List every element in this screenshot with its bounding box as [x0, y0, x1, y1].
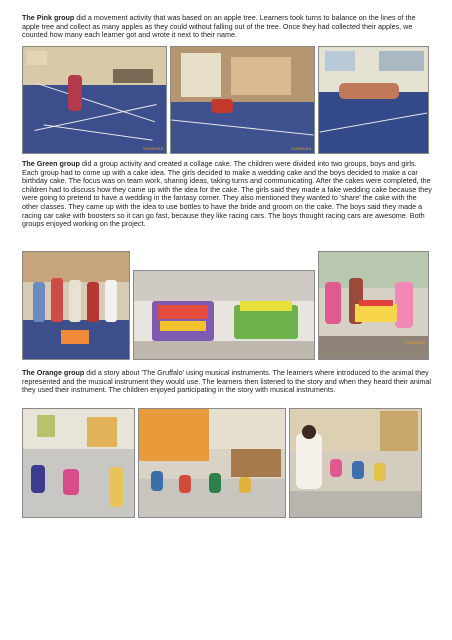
- orange-group-paragraph: [22, 369, 432, 395]
- orange-group-photo-1: [22, 408, 135, 518]
- green-group-text: did a group activity and created a collage cake. The children were divided into two groups, boys and girls. Each group had to come up with a cake idea. The girls decided to make a wedding cake and the boys decided to make a car birthday cake. The focus was on team work, sharing ideas, taking turns and communicating. After the cakes were completed, the children had to discuss how they came up with the idea for the cake. The girls said they made a fake wedding cake because they were going to pretend to have a wedding in the fantasy corner. They also mentioned they wanted to 'share' the cake with the other classes. They came up with the idea to use bottles to have the bride and groom on the cake. The boys said they made a racing car cake with boosters so it can go fast, because they like racing cars. The boys thought racing cars are awesome. Both groups enjoyed working on the project.: [22, 159, 432, 229]
- pink-group-photo-3: [318, 46, 429, 154]
- green-group-paragraph: [22, 160, 432, 229]
- pink-group-text: did a movement activity that was based on an apple tree. Learners took turns to balance on the lines of the apple tree and collect as many apples as they could without falling out of the tree. Once they had collected their apples, we counted how many each learner got and wrote it next to their name.: [22, 13, 416, 40]
- green-group-photo-3: [318, 251, 429, 360]
- pink-group-photo-1: [22, 46, 167, 154]
- pink-group-name: The Pink group: [22, 13, 75, 22]
- pink-photo-1-date: 21/05/2015: [142, 146, 163, 151]
- pink-group-photo-2: [170, 46, 315, 154]
- green-group-photo-2: [133, 270, 315, 360]
- green-group-photo-1: [22, 251, 130, 360]
- orange-group-photo-2: [138, 408, 286, 518]
- pink-photo-2-date: 21/05/2015: [290, 146, 311, 151]
- orange-group-name: The Orange group: [22, 368, 85, 377]
- green-photo-3-date: 21/05/2015: [404, 340, 425, 345]
- orange-group-photo-3: [289, 408, 422, 518]
- orange-group-text: did a story about 'The Gruffalo' using musical instruments. The learners where introduced to the animal they represented and the musical instrument they would use. The learners then listened to the story and when they heard their animal they used their instrument. The children enjoyed participating in the story with musical instruments.: [22, 368, 431, 395]
- pink-group-paragraph: [22, 14, 432, 40]
- green-group-name: The Green group: [22, 159, 80, 168]
